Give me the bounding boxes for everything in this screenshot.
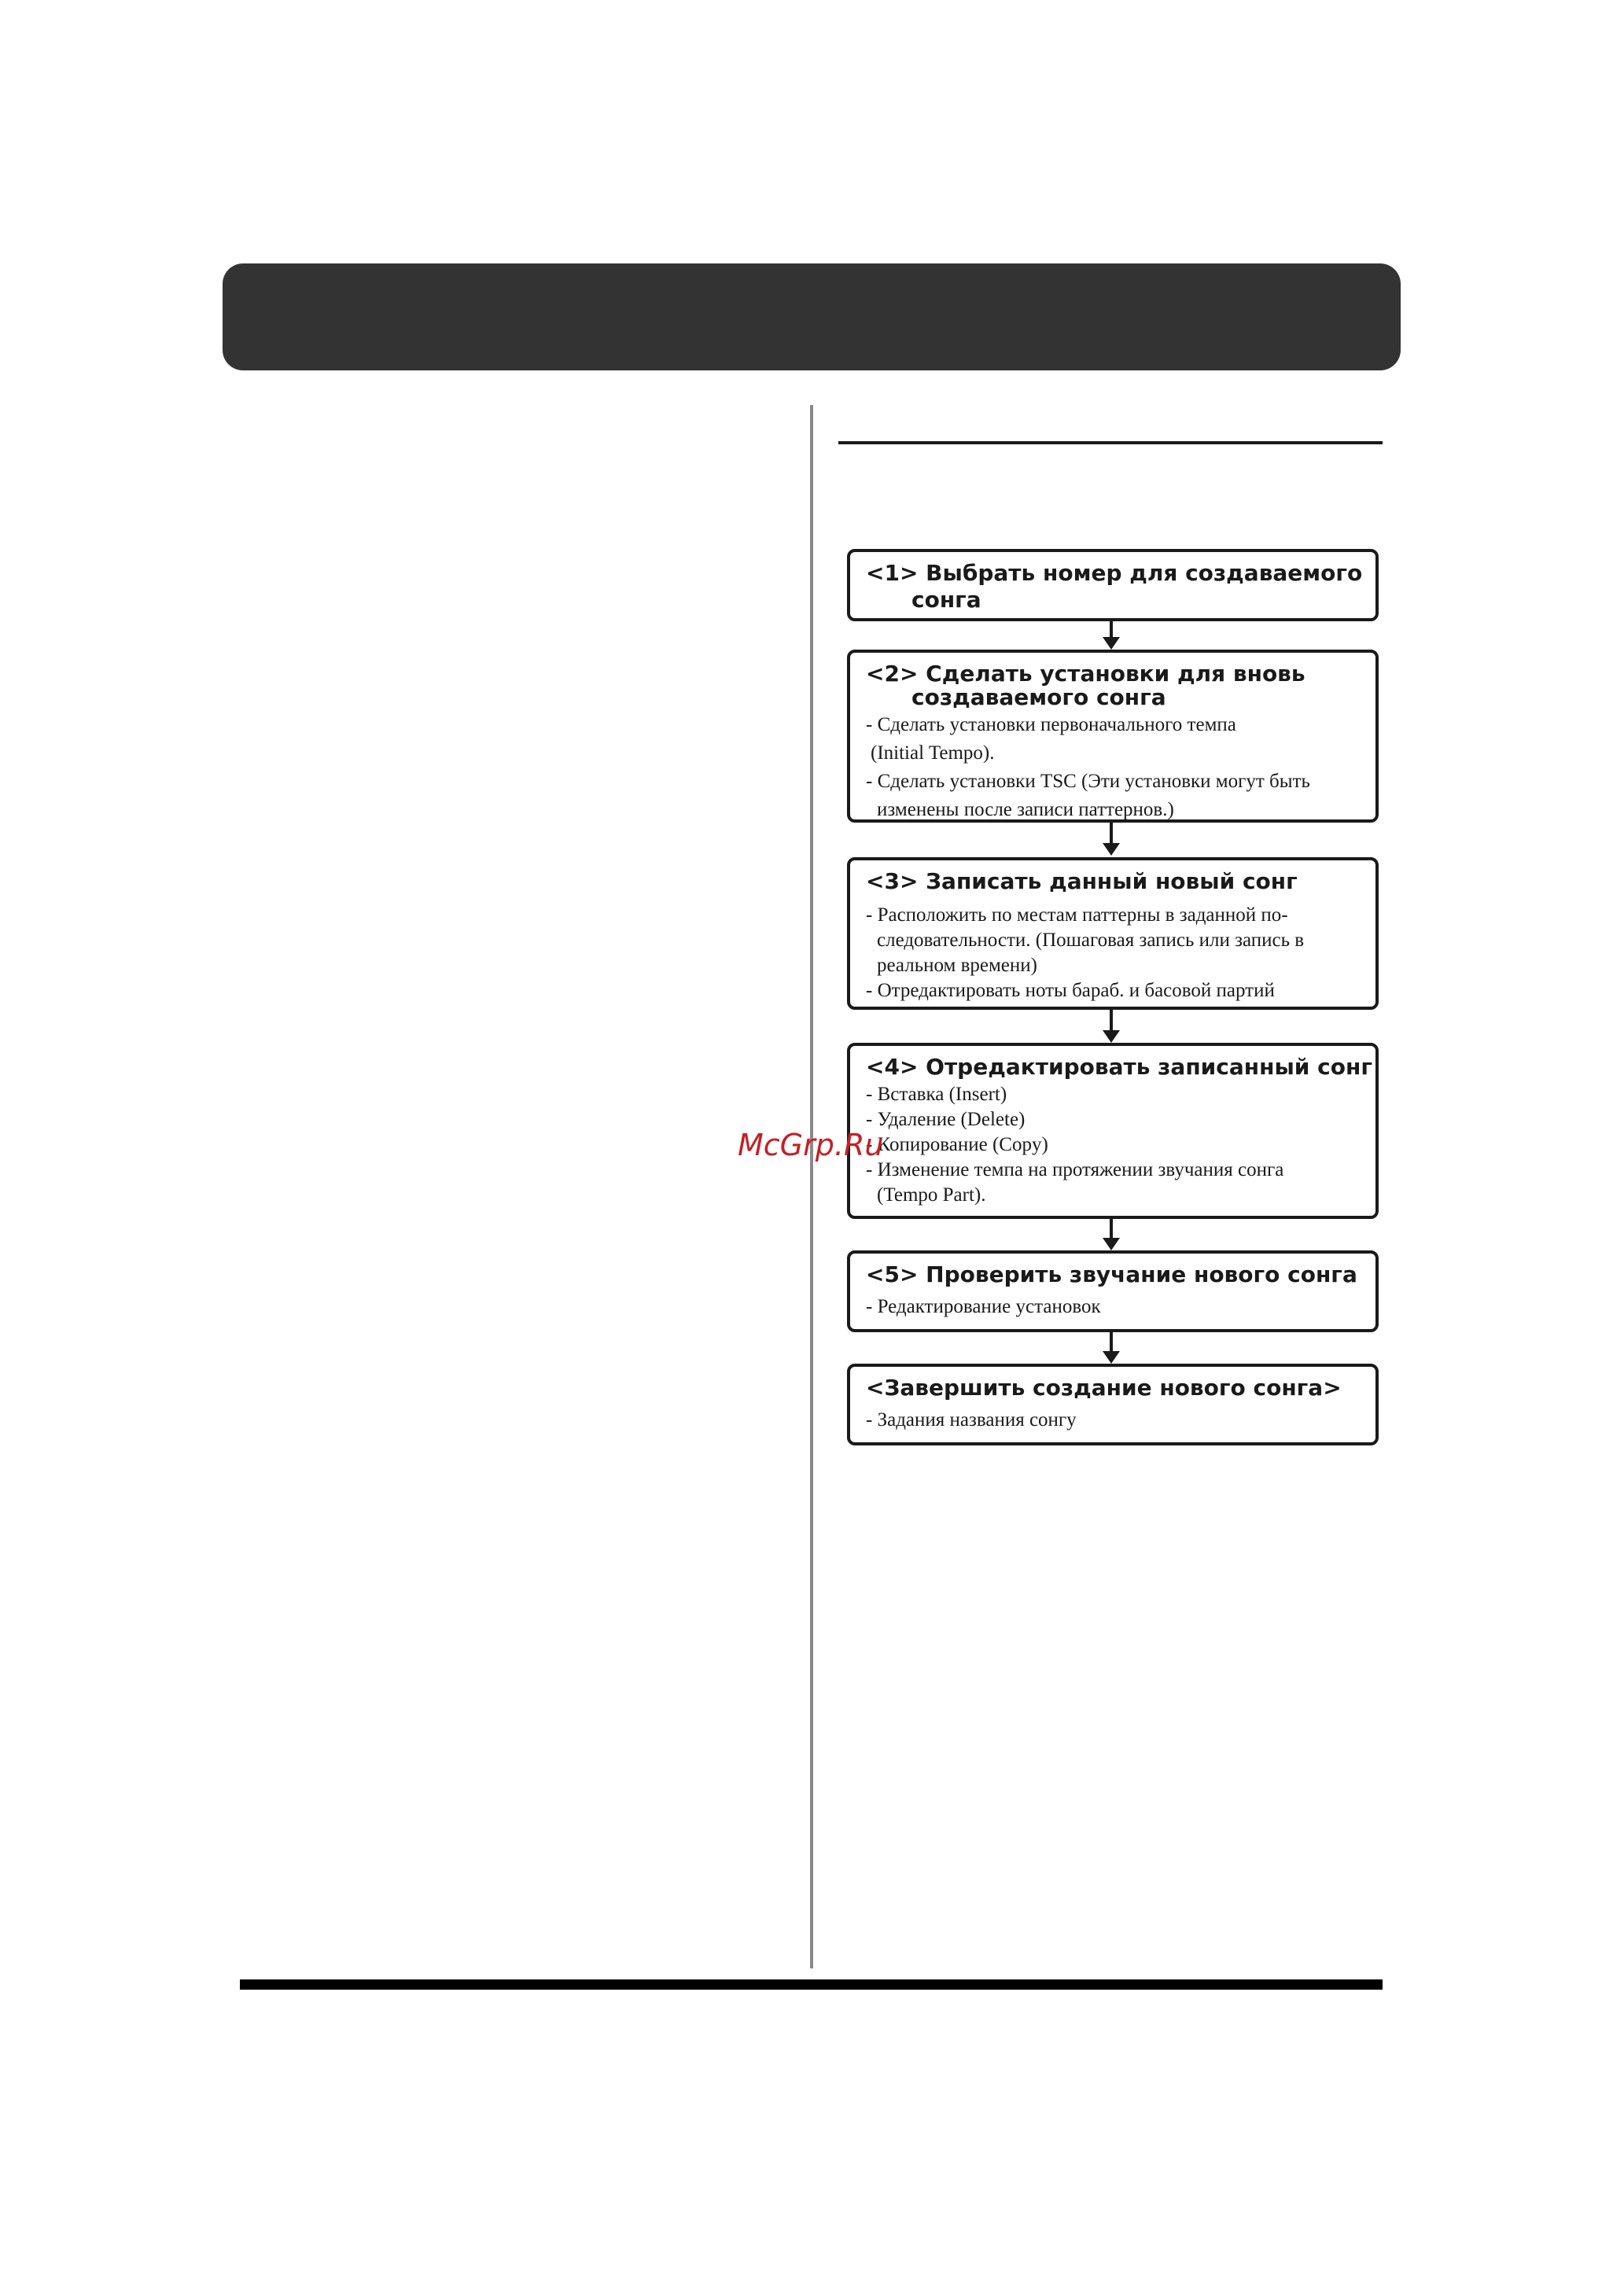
step-item-line: изменены после записи паттернов.) (877, 799, 1174, 820)
flow-arrow (1103, 823, 1120, 856)
column-divider (810, 405, 813, 1968)
step-item (866, 711, 1364, 768)
step-title (866, 868, 1364, 895)
flow-arrow (1103, 1332, 1120, 1364)
step-title (866, 560, 1364, 613)
step-item-line: - Копирование (Copy) (866, 1134, 1048, 1155)
step-items (866, 1294, 1364, 1320)
step-item (866, 1408, 1364, 1433)
step-item-line: реальном времени) (877, 955, 1037, 976)
watermark: McGrp.Ru (738, 1128, 884, 1162)
step-item (866, 978, 1364, 1003)
step-item (866, 768, 1364, 824)
step-title (866, 1054, 1372, 1081)
step-title-line: сонга (911, 587, 981, 613)
step-item-line: - Редактирование установок (866, 1296, 1101, 1317)
flow-arrow (1103, 1219, 1120, 1250)
step-item (866, 1107, 1364, 1132)
step-item-line: - Вставка (Insert) (866, 1084, 1007, 1105)
step-item-line: - Задания названия сонгу (866, 1409, 1077, 1431)
flow-step-2 (847, 650, 1379, 823)
flow-step-4 (847, 1043, 1379, 1219)
step-item-line: (Tempo Part). (877, 1184, 986, 1206)
step-items (866, 1408, 1364, 1433)
flow-step-1 (847, 549, 1379, 621)
step-item (866, 1158, 1364, 1208)
step-item (866, 903, 1364, 978)
step-title-line: создаваемого сонга (911, 684, 1166, 710)
footer-rule (240, 1979, 1383, 1990)
chapter-header-bar (223, 263, 1401, 370)
step-title-line: <1> Выбрать номер для создаваемого (866, 560, 1363, 586)
step-title (866, 1375, 1364, 1401)
step-item-line: - Удаление (Delete) (866, 1109, 1026, 1130)
step-title (866, 1261, 1364, 1288)
flow-arrow (1103, 621, 1120, 650)
step-title-line: <5> Проверить звучание нового сонга (866, 1261, 1357, 1287)
flow-arrow (1103, 1010, 1120, 1043)
step-title-line: <2> Сделать установки для вновь (866, 661, 1305, 687)
step-item-line: (Initial Tempo). (871, 742, 995, 764)
step-items (866, 903, 1364, 1003)
step-item-line: - Сделать установки первоначального темпа (866, 714, 1236, 735)
step-items (866, 711, 1364, 824)
step-item-line: - Расположить по местам паттерны в заданной по- (866, 904, 1288, 926)
step-item (866, 1082, 1364, 1107)
step-items (866, 1082, 1364, 1208)
section-rule (838, 441, 1383, 444)
flow-step-3 (847, 857, 1379, 1010)
step-item (866, 1294, 1364, 1320)
step-title-line: <4> Отредактировать записанный сонг (866, 1054, 1372, 1080)
flow-step-5 (847, 1250, 1379, 1332)
step-title-line: <3> Записать данный новый сонг (866, 868, 1298, 894)
step-title (866, 662, 1364, 709)
flow-step-final (847, 1364, 1379, 1445)
step-item (866, 1132, 1364, 1158)
step-item-line: - Отредактировать ноты бараб. и басовой партий (866, 980, 1275, 1001)
step-item-line: - Изменение темпа на протяжении звучания сонга (866, 1159, 1284, 1180)
step-title-line: <Завершить создание нового сонга> (866, 1375, 1342, 1401)
step-item-line: - Сделать установки TSC (Эти установки могут быть (866, 771, 1310, 792)
step-item-line: следовательности. (Пошаговая запись или запись в (877, 930, 1305, 951)
